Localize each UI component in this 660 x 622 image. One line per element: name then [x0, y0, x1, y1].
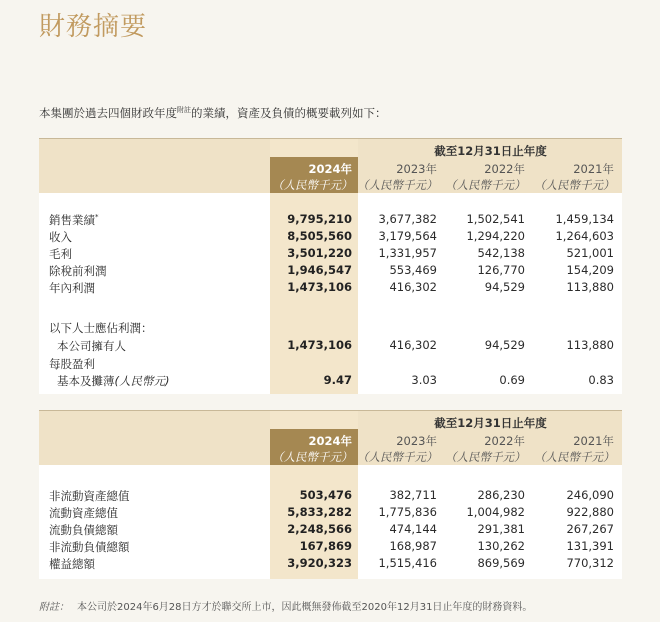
cell-2021: 267,267	[566, 522, 614, 536]
cell-2023: 416,302	[389, 338, 437, 352]
cell-2022: 94,529	[484, 338, 525, 352]
unit-2021: （人民幣千元）	[534, 450, 615, 464]
page-title: 財務摘要	[39, 12, 148, 42]
cell-2024: 2,248,566	[287, 522, 352, 536]
cell-2021: 113,880	[566, 338, 614, 352]
cell-2022: 1,004,982	[466, 505, 525, 519]
cell-2023: 1,331,957	[378, 246, 437, 260]
cell-2022: 130,262	[477, 539, 525, 553]
cell-2022: 542,138	[477, 246, 525, 260]
cell-2021: 922,880	[566, 505, 614, 519]
cell-2021: 154,209	[566, 263, 614, 277]
year-2024: 2024年	[308, 162, 352, 176]
row-label-mark: *	[95, 213, 99, 222]
cell-2021: 1,459,134	[555, 212, 614, 226]
year-2024: 2024年	[308, 434, 352, 448]
cell-2021: 131,391	[566, 539, 614, 553]
row-label: 流動資產總值	[49, 506, 118, 520]
footnote-label: 附註：	[39, 602, 69, 613]
table-row	[39, 487, 622, 504]
table-row	[39, 245, 622, 262]
eps-label: 基本及攤薄	[57, 374, 115, 388]
cell-2024: 8,505,560	[287, 229, 352, 243]
unit-2024: （人民幣千元）	[272, 178, 353, 192]
cell-2021: 0.83	[588, 373, 614, 387]
row-label: 非流動資產總值	[49, 489, 130, 503]
cell-2024: 9,795,210	[287, 212, 352, 226]
cell-2023: 3,677,382	[378, 212, 437, 226]
cell-2021: 1,264,603	[555, 229, 614, 243]
cell-2023: 553,469	[389, 263, 437, 277]
cell-2024: 1,946,547	[287, 263, 352, 277]
period-heading: 截至12月31日止年度	[434, 144, 547, 158]
cell-2023: 1,515,416	[378, 556, 437, 570]
table-row	[39, 337, 622, 354]
row-label: 除稅前利潤	[49, 264, 107, 278]
cell-2024: 1,473,106	[287, 338, 352, 352]
cell-2022: 291,381	[477, 522, 525, 536]
cell-2021: 113,880	[566, 280, 614, 294]
unit-2022: （人民幣千元）	[445, 450, 526, 464]
footnote	[39, 598, 532, 613]
period-heading: 截至12月31日止年度	[434, 416, 547, 430]
year-2022: 2022年	[484, 434, 525, 448]
unit-2023: （人民幣千元）	[357, 178, 438, 192]
row-label	[57, 373, 169, 389]
cell-2023: 416,302	[389, 280, 437, 294]
cell-2022: 286,230	[477, 488, 525, 502]
cell-2023: 168,987	[389, 539, 437, 553]
cell-2024: 9.47	[323, 373, 352, 387]
cell-2022: 94,529	[484, 280, 525, 294]
year-2021: 2021年	[573, 434, 614, 448]
row-label: 收入	[49, 230, 72, 244]
table-row	[39, 211, 622, 228]
cell-2024: 3,920,323	[287, 556, 352, 570]
cell-2023: 474,144	[389, 522, 437, 536]
cell-2023: 3,179,564	[378, 229, 437, 243]
eps-unit: (人民幣元)	[114, 374, 170, 388]
table-row	[39, 262, 622, 279]
table-row	[39, 504, 622, 521]
row-label: 流動負債總額	[49, 523, 118, 537]
cell-2022: 126,770	[477, 263, 525, 277]
year-2023: 2023年	[396, 162, 437, 176]
row-label	[49, 212, 99, 228]
row-label: 毛利	[49, 247, 72, 261]
year-2021: 2021年	[573, 162, 614, 176]
cell-2023: 1,775,836	[378, 505, 437, 519]
cell-2021: 770,312	[566, 556, 614, 570]
table-row	[39, 228, 622, 245]
intro-note-mark: 附註	[177, 106, 191, 115]
intro-part-2: 的業績，資產及負債的概要載列如下：	[191, 106, 387, 120]
results-table	[39, 138, 622, 394]
eps-heading: 每股盈利	[49, 357, 95, 371]
unit-2021: （人民幣千元）	[534, 178, 615, 192]
row-label: 權益總額	[49, 557, 95, 571]
cell-2022: 0.69	[499, 373, 525, 387]
table-row	[39, 279, 622, 296]
footnote-text: 本公司於2024年6月28日方才於聯交所上市，因此概無發佈截至2020年12月31日止年度的財務資料。	[77, 602, 533, 613]
balance-table	[39, 410, 622, 579]
row-label: 非流動負債總額	[49, 540, 130, 554]
cell-2023: 382,711	[389, 488, 437, 502]
eps-heading-row	[39, 355, 622, 372]
cell-2022: 1,502,541	[466, 212, 525, 226]
intro-text	[39, 105, 387, 121]
cell-2024: 5,833,282	[287, 505, 352, 519]
cell-2024: 1,473,106	[287, 280, 352, 294]
row-label-text: 銷售業績	[49, 213, 95, 227]
cell-2021: 521,001	[566, 246, 614, 260]
cell-2022: 1,294,220	[466, 229, 525, 243]
table-row	[39, 538, 622, 555]
cell-2024: 167,869	[299, 539, 352, 553]
table-row	[39, 521, 622, 538]
unit-2023: （人民幣千元）	[357, 450, 438, 464]
unit-2024: （人民幣千元）	[272, 450, 353, 464]
table-row	[39, 372, 622, 389]
cell-2022: 869,569	[477, 556, 525, 570]
table-row	[39, 555, 622, 572]
row-label: 本公司擁有人	[57, 339, 126, 353]
year-2022: 2022年	[484, 162, 525, 176]
row-label: 年內利潤	[49, 281, 95, 295]
cell-2024: 3,501,220	[287, 246, 352, 260]
attrib-heading: 以下人士應佔利潤：	[49, 321, 153, 335]
intro-part-1: 本集團於過去四個財政年度	[39, 106, 177, 120]
cell-2021: 246,090	[566, 488, 614, 502]
year-2023: 2023年	[396, 434, 437, 448]
cell-2024: 503,476	[299, 488, 352, 502]
attrib-heading-row	[39, 319, 622, 336]
unit-2022: （人民幣千元）	[445, 178, 526, 192]
cell-2023: 3.03	[411, 373, 437, 387]
